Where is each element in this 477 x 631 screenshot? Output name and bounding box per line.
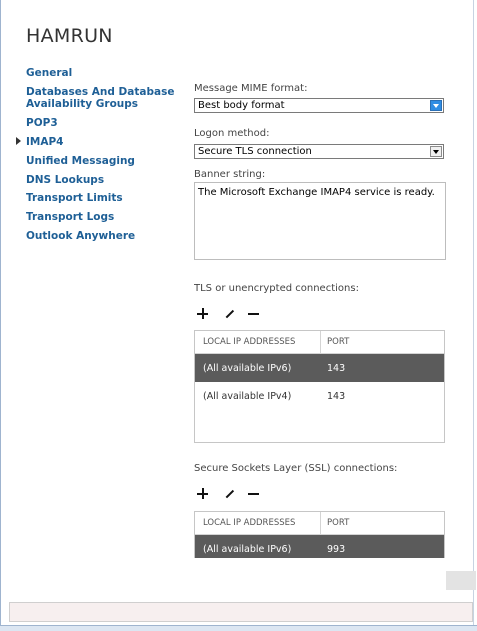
page-title: HAMRUN — [26, 25, 113, 47]
logon-method-value: Secure TLS connection — [198, 146, 312, 157]
save-button[interactable] — [446, 571, 476, 590]
sidebar-item-outlook-anywhere[interactable]: Outlook Anywhere — [26, 229, 136, 242]
logon-method-label: Logon method: — [194, 128, 270, 139]
banner-string-input[interactable]: The Microsoft Exchange IMAP4 service is ready. — [194, 182, 446, 260]
row-ip: (All available IPv4) — [203, 391, 292, 402]
banner-string-label: Banner string: — [194, 169, 266, 180]
column-divider — [320, 331, 321, 353]
plus-icon[interactable] — [196, 306, 210, 322]
triangle-right-icon — [16, 137, 21, 145]
table-header — [195, 512, 444, 535]
imap4-settings-panel — [194, 78, 449, 558]
plus-icon[interactable] — [196, 486, 210, 502]
sidebar-item-general[interactable]: General — [26, 67, 73, 79]
sidebar-item-imap4[interactable] — [26, 136, 186, 149]
column-header-port[interactable]: PORT — [327, 518, 350, 528]
row-ip: (All available IPv6) — [203, 363, 292, 374]
column-header-port[interactable]: PORT — [327, 337, 350, 347]
row-ip: (All available IPv6) — [203, 544, 292, 555]
status-bar — [9, 602, 473, 622]
column-divider — [320, 512, 321, 534]
mime-format-select[interactable] — [194, 98, 444, 113]
table-header — [195, 331, 444, 354]
sidebar-item-databases[interactable]: Databases And Database Availability Groups — [26, 85, 175, 111]
row-port: 993 — [327, 544, 346, 555]
sidebar-item-transport-limits[interactable]: Transport Limits — [26, 192, 123, 205]
row-port: 143 — [327, 391, 346, 402]
ssl-connections-label: Secure Sockets Layer (SSL) connections: — [194, 463, 398, 474]
sidebar-item-dns-lookups[interactable]: DNS Lookups — [26, 173, 105, 186]
pencil-icon[interactable] — [223, 486, 237, 502]
minus-icon[interactable] — [247, 486, 261, 502]
tls-connections-label: TLS or unencrypted connections: — [194, 283, 359, 294]
sidebar-item-transport-logs[interactable]: Transport Logs — [26, 211, 115, 224]
sidebar-item-label: IMAP4 — [26, 135, 64, 148]
chevron-down-icon[interactable] — [430, 100, 442, 111]
sidebar-item-pop3[interactable]: POP3 — [26, 117, 58, 130]
table-row[interactable] — [195, 382, 444, 410]
sidebar-item-unified-messaging[interactable]: Unified Messaging — [26, 154, 135, 167]
minus-icon[interactable] — [247, 306, 261, 322]
window-border-bottom — [0, 625, 477, 631]
pencil-icon[interactable] — [223, 306, 237, 322]
logon-method-select[interactable] — [194, 144, 444, 159]
table-row[interactable] — [195, 535, 444, 558]
ssl-connections-table — [194, 511, 445, 558]
mime-format-label: Message MIME format: — [194, 83, 308, 94]
sidebar-nav — [26, 67, 186, 249]
window-border-right — [473, 0, 477, 630]
column-header-ip[interactable]: LOCAL IP ADDRESSES — [203, 337, 296, 347]
mime-format-value: Best body format — [198, 100, 285, 111]
tls-connections-table — [194, 330, 445, 443]
chevron-down-icon[interactable] — [430, 146, 442, 157]
row-port: 143 — [327, 363, 346, 374]
column-header-ip[interactable]: LOCAL IP ADDRESSES — [203, 518, 296, 528]
table-row[interactable] — [195, 354, 444, 382]
